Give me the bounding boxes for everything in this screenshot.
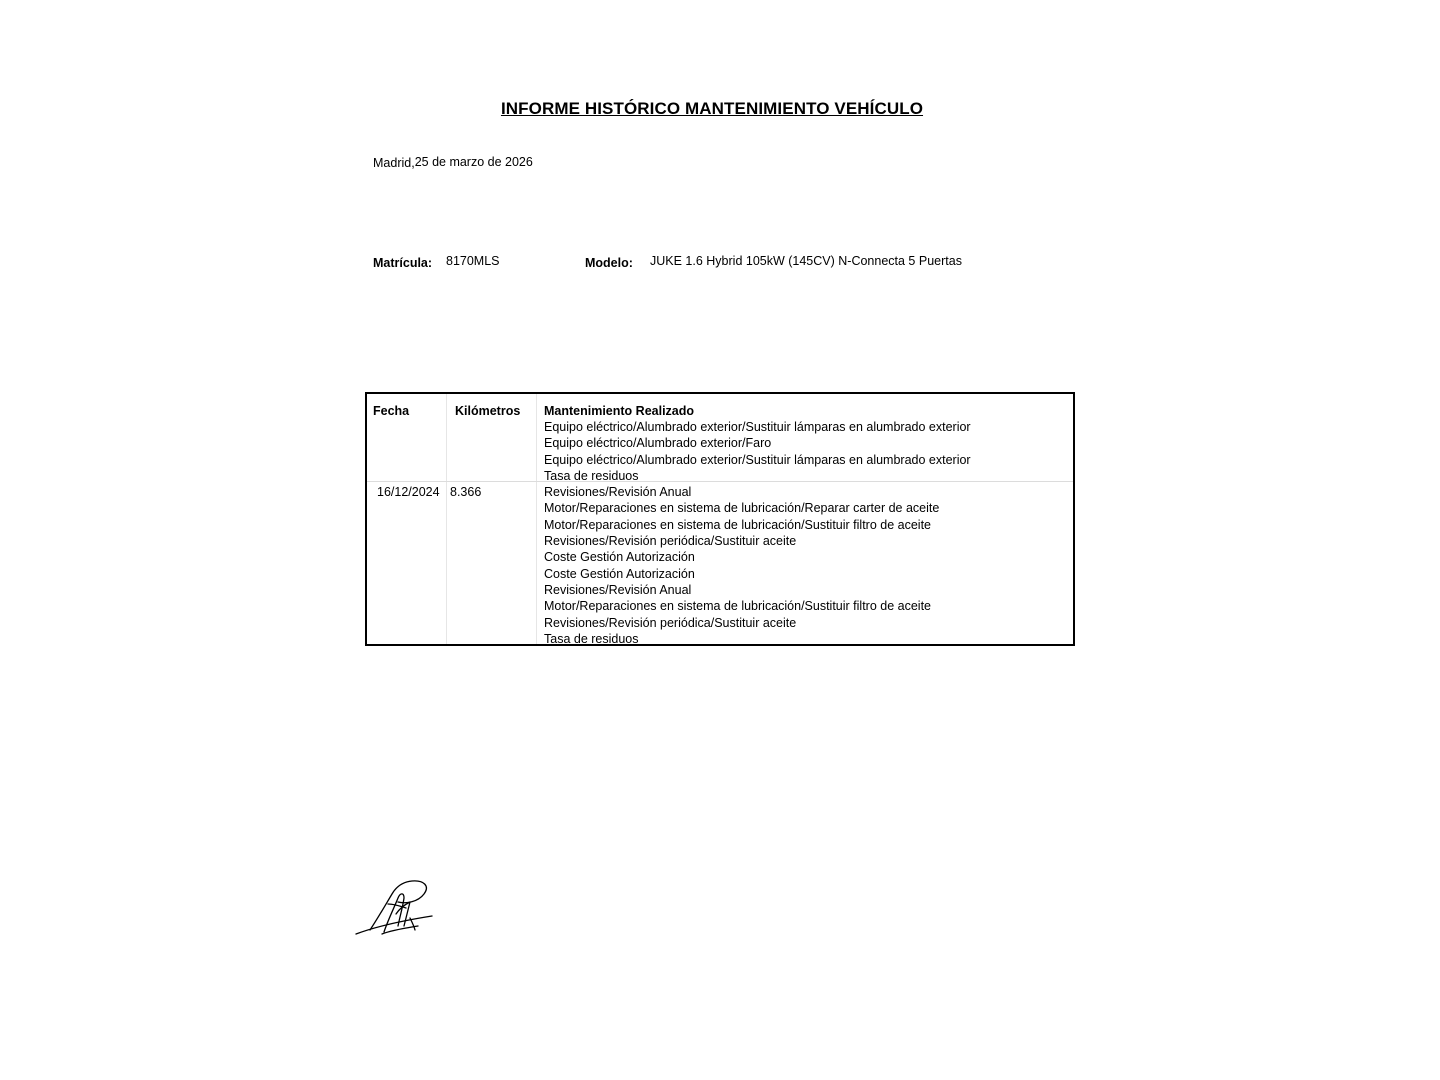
maintenance-items (544, 484, 939, 647)
row-date: 16/12/2024 (377, 485, 440, 499)
list-item: Motor/Reparaciones en sistema de lubricación/Reparar carter de aceite (544, 501, 940, 516)
list-item: Equipo eléctrico/Alumbrado exterior/Sustituir lámparas en alumbrado exterior (544, 452, 971, 467)
list-item: Revisiones/Revisión periódica/Sustituir aceite (544, 615, 797, 630)
place-date (373, 156, 533, 170)
column-divider (536, 394, 537, 644)
list-item: Equipo eléctrico/Alumbrado exterior/Sustituir lámparas en alumbrado exterior (544, 420, 971, 434)
model-value: JUKE 1.6 Hybrid 105kW (145CV) N-Connecta 5 Puertas (650, 254, 962, 268)
maintenance-items (544, 419, 971, 484)
column-divider (446, 394, 447, 644)
signature-icon (352, 874, 442, 940)
list-item: Revisiones/Revisión Anual (544, 485, 692, 499)
list-item: Tasa de residuos (544, 632, 639, 647)
header-date: Fecha (373, 404, 410, 418)
maintenance-table (365, 392, 1075, 646)
list-item: Equipo eléctrico/Alumbrado exterior/Faro (544, 436, 772, 451)
list-item: Motor/Reparaciones en sistema de lubricación/Sustituir filtro de aceite (544, 599, 931, 614)
list-item: Revisiones/Revisión periódica/Sustituir aceite (544, 534, 797, 549)
report-date: 25 de marzo de 2026 (414, 155, 533, 169)
list-item: Motor/Reparaciones en sistema de lubricación/Sustituir filtro de aceite (544, 517, 931, 532)
list-item: Coste Gestión Autorización (544, 566, 695, 581)
place: Madrid, (373, 156, 415, 170)
list-item: Coste Gestión Autorización (544, 550, 695, 565)
plate-label: Matrícula: (373, 256, 433, 270)
header-maintenance: Mantenimiento Realizado (544, 404, 695, 418)
list-item: Revisiones/Revisión Anual (544, 583, 692, 598)
row-km: 8.366 (450, 485, 482, 499)
header-km: Kilómetros (455, 404, 521, 418)
list-item: Tasa de residuos (544, 469, 639, 484)
model-label: Modelo: (585, 256, 633, 270)
plate-value: 8170MLS (446, 254, 500, 268)
report-title: INFORME HISTÓRICO MANTENIMIENTO VEHÍCULO (500, 99, 924, 118)
